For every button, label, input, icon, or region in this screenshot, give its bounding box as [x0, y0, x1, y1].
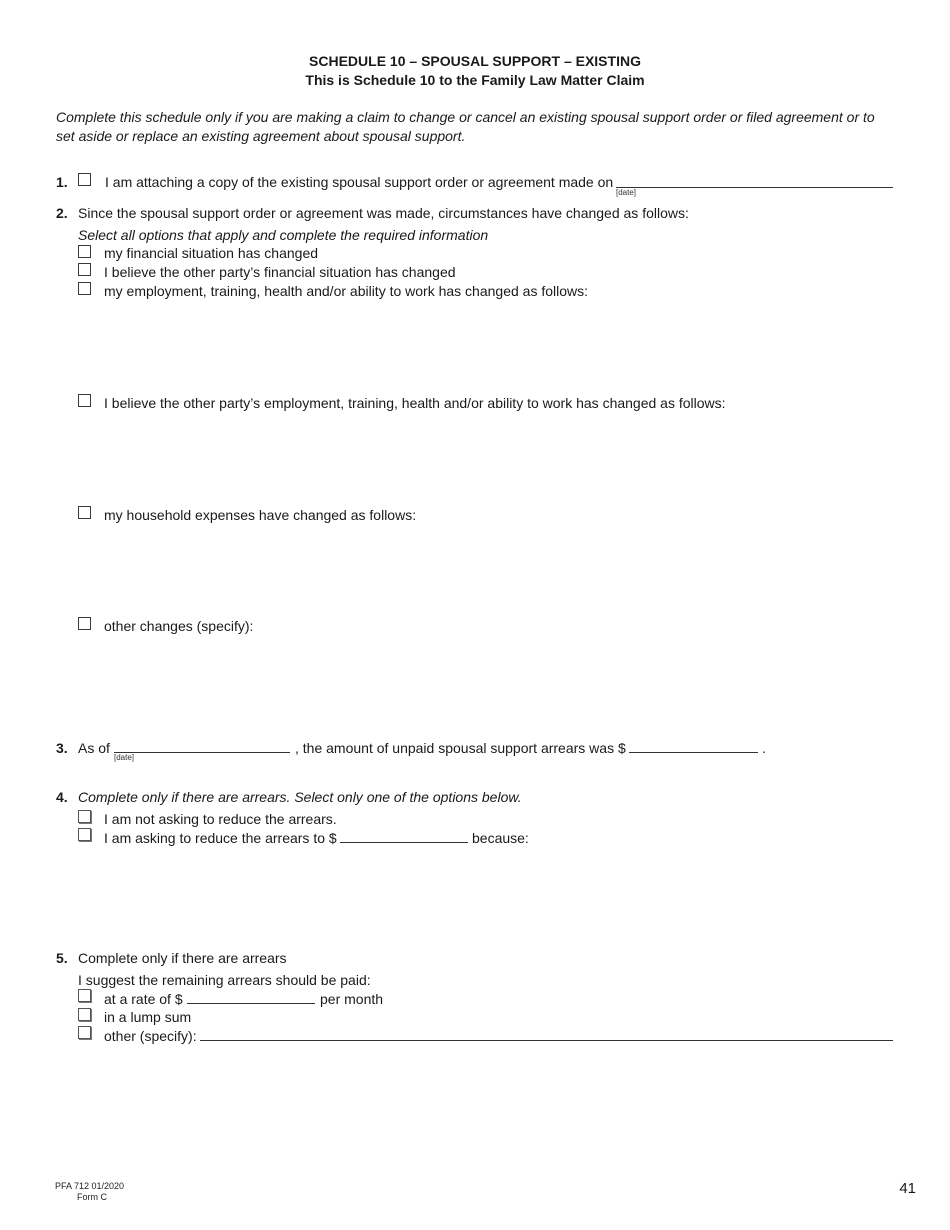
- not-reduce-arrears-label: I am not asking to reduce the arrears.: [104, 811, 337, 827]
- financial-situation-label: my financial situation has changed: [104, 245, 319, 261]
- item-2-text: Since the spousal support order or agreement was made, circumstances have changed as follows:: [78, 205, 689, 221]
- payment-rate-checkbox[interactable]: [78, 989, 91, 1002]
- item-3-suffix: .: [762, 740, 766, 756]
- other-payment-label: other (specify):: [104, 1028, 197, 1044]
- item-5-lead: I suggest the remaining arrears should be paid:: [78, 972, 371, 988]
- item-3-prefix: As of: [78, 740, 110, 756]
- item-1-text: I am attaching a copy of the existing spousal support order or agreement made on: [105, 174, 614, 190]
- item-3-number: 3.: [56, 740, 68, 756]
- schedule-subtitle: This is Schedule 10 to the Family Law Matter Claim: [305, 72, 645, 88]
- intro-instructions: Complete this schedule only if you are making a claim to change or cancel an existing spousal support order or filed agreement or to set aside or replace an existing agreement about spousal support.: [56, 109, 875, 144]
- household-expenses-checkbox[interactable]: [78, 506, 91, 519]
- item-5-number: 5.: [56, 950, 68, 966]
- my-employment-checkbox[interactable]: [78, 282, 91, 295]
- schedule-title: SCHEDULE 10 – SPOUSAL SUPPORT – EXISTING: [309, 53, 641, 69]
- item-1-checkbox[interactable]: [78, 173, 91, 186]
- household-expenses-label: my household expenses have changed as follows:: [104, 507, 417, 523]
- item-3-middle: , the amount of unpaid spousal support arrears was $: [295, 740, 626, 756]
- reduce-arrears-label: I am asking to reduce the arrears to $: [104, 830, 337, 846]
- my-employment-label: my employment, training, health and/or ability to work has changed as follows:: [104, 283, 589, 299]
- reduce-arrears-checkbox[interactable]: [78, 828, 91, 841]
- reduce-arrears-amount-field[interactable]: [340, 842, 468, 843]
- arrears-date-hint: [date]: [114, 753, 135, 762]
- page-number: 41: [899, 1180, 916, 1197]
- item-5-text: Complete only if there are arrears: [78, 950, 287, 966]
- other-payment-checkbox[interactable]: [78, 1026, 91, 1039]
- other-payment-field[interactable]: [200, 1040, 893, 1041]
- arrears-amount-field[interactable]: [629, 752, 758, 753]
- form-code: PFA 712 01/2020: [55, 1181, 125, 1191]
- lump-sum-checkbox[interactable]: [78, 1008, 91, 1021]
- item-2-number: 2.: [56, 205, 68, 221]
- payment-rate-suffix: per month: [320, 991, 384, 1007]
- item-1-date-field[interactable]: [616, 187, 893, 188]
- other-changes-checkbox[interactable]: [78, 617, 91, 630]
- other-party-financial-label: I believe the other party’s financial situation has changed: [104, 264, 456, 280]
- payment-rate-amount-field[interactable]: [187, 1003, 315, 1004]
- financial-situation-checkbox[interactable]: [78, 245, 91, 258]
- arrears-date-field[interactable]: [114, 752, 290, 753]
- item-1-date-hint: [date]: [616, 188, 637, 197]
- item-4-instruction: Complete only if there are arrears. Select only one of the options below.: [78, 789, 522, 805]
- item-2-instruction: Select all options that apply and complete the required information: [78, 227, 489, 243]
- item-1-number: 1.: [56, 174, 68, 190]
- lump-sum-label: in a lump sum: [104, 1009, 192, 1025]
- form-letter: Form C: [77, 1192, 107, 1202]
- reduce-arrears-because: because:: [472, 830, 529, 846]
- other-party-financial-checkbox[interactable]: [78, 263, 91, 276]
- payment-rate-label: at a rate of $: [104, 991, 183, 1007]
- other-party-employment-label: I believe the other party’s employment, training, health and/or ability to work has changed as follows:: [104, 395, 726, 411]
- not-reduce-arrears-checkbox[interactable]: [78, 810, 91, 823]
- item-4-number: 4.: [56, 789, 68, 805]
- other-changes-label: other changes (specify):: [104, 618, 254, 634]
- other-party-employment-checkbox[interactable]: [78, 394, 91, 407]
